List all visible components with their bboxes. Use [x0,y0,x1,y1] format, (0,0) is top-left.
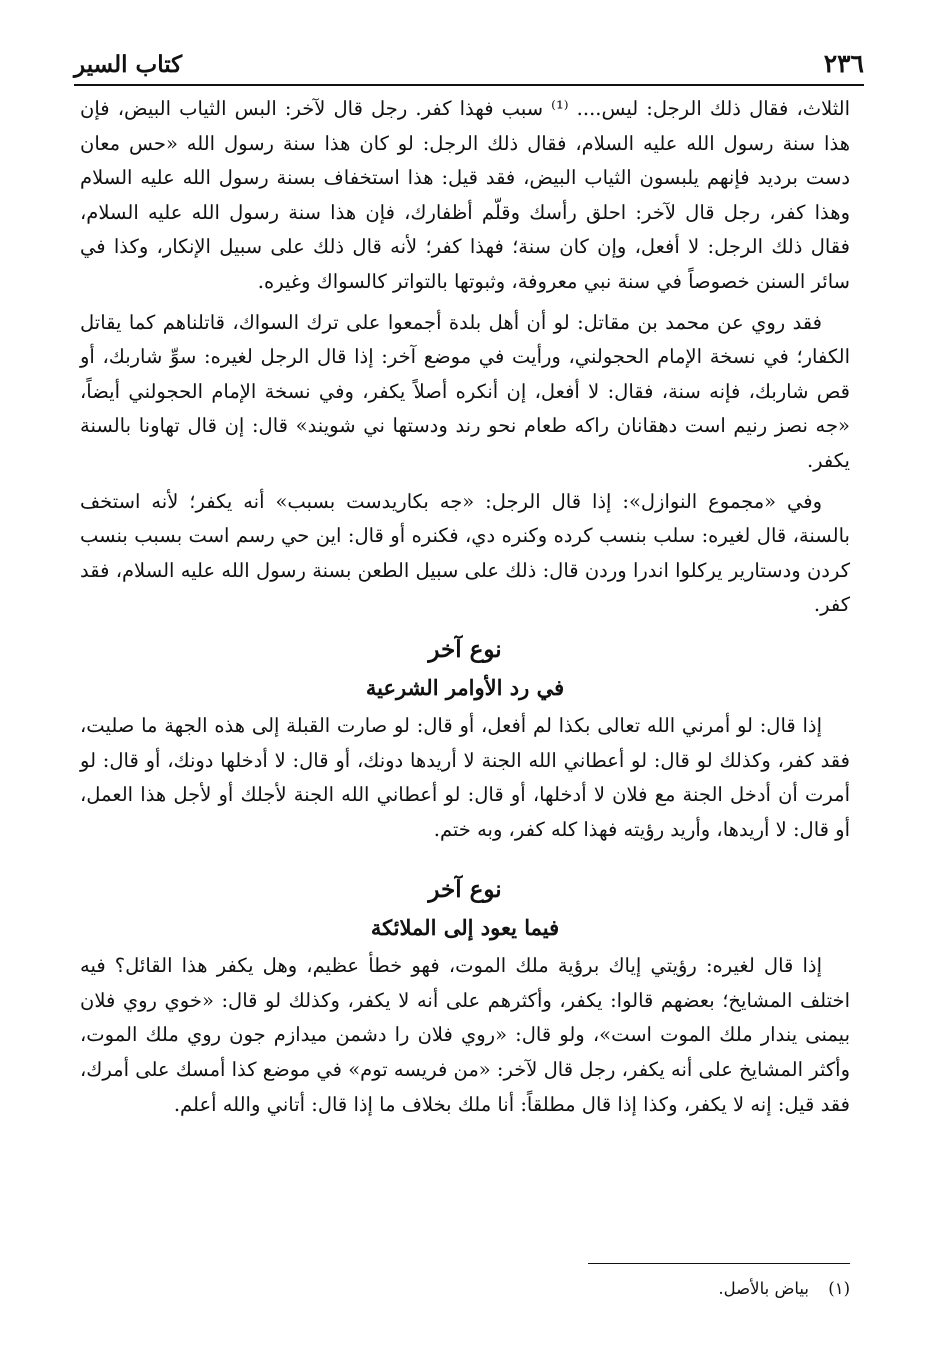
paragraph: وفي «مجموع النوازل»: إذا قال الرجل: «جه بكاريدست بسبب» أنه يكفر؛ لأنه استخف بالسنة، قال لغيره: سلب بنسب كرده وكنره دي، فكنره أو قال: اين حي رسم است بسبب بنسب كردن ودستارير يركلوا اندرا وردن قال: ذلك على سبيل الطعن بسنة رسول الله عليه السلام، فقد كفر. [80,489,850,617]
footnote [80,1276,850,1302]
footnote-divider [588,1263,850,1264]
paragraph: إذا قال لغيره: رؤيتي إياك برؤية ملك الموت، فهو خطأ عظيم، وهل يكفر هذا القائل؟ فيه اختلف المشايخ؛ بعضهم قالوا: يكفر، وأكثرهم على أنه لا يكفر، وكذلك لو قال: «خوي روي فلان بيمنى يندار ملك الموت است»، ولو قال: «روي فلان را دشمن ميدازم جون روي ملك الموت، وأكثر المشايخ على أنه يكفر، رجل قال لآخر: «من فريسه توم» في موضع كذا أمسك على أمرك، فقد قيل: إنه لا يكفر، وكذا إذا قال مطلقاً: أنا ملك بخلاف ما إذا قال: أتاني والله أعلم. [80,954,850,1116]
running-title: كتاب السير [74,51,183,78]
section-subheading: في رد الأوامر الشرعية [365,674,565,700]
footnote-text: بياض بالأصل. [718,1279,809,1298]
section-heading: نوع آخر [428,876,502,904]
paragraph: فقد روي عن محمد بن مقاتل: لو أن أهل بلدة أجمعوا على ترك السواك، قاتلناهم كما يقاتل الكفار؛ في نسخة الإمام الحجولني، ورأيت في موضع آخر: إذا قال الرجل لغيره: سوِّ شاربك، أو قص شاربك، فإنه سنة، فقال: لا أفعل، إن أنكره أصلاً يكفر، وفي نسخة الإمام الحجولني أيضاً، «جه نصز رنيم است دهقانان راكه طعام نحو رند ودستها ني شويند» قال: إن قال تهاونا بالسنة يكفر. [80,310,850,472]
paragraph: إذا قال: لو أمرني الله تعالى بكذا لم أفعل، أو قال: لو صارت القبلة إلى هذه الجهة ما صليت، فقد كفر، وكذلك لو قال: لو أعطاني الله الجنة لا أريدها دونك، أو قال: لا أدخلها دونك، أو قال: لو أمرت أن أدخل الجنة مع فلان لا أدخلها، أو قال: لو أعطاني الله الجنة لأجلك أو لأجل هذا العمل، أو قال: لا أريدها، وأريد رؤيته فهذا كله كفر، وبه ختم. [80,713,850,841]
footnote-number: (١) [828,1279,850,1298]
page-header [74,40,864,86]
section-heading: نوع آخر [428,635,502,663]
page-number: ٢٣٦ [823,49,864,78]
paragraph: الثلاث، فقال ذلك الرجل: ليس.... ⁽¹⁾ سبب فهذا كفر. رجل قال لآخر: البس الثياب البيض، فإن هذا سنة رسول الله عليه السلام، فقال ذلك الرجل: لو كان هذا سنة رسول الله «حس معان دست برديد فإنهم يلبسون الثياب البيض، فقد قيل: هذا استخفاف بسنة رسول الله عليه السلام وهذا كفر، رجل قال لآخر: احلق رأسك وقلّم أظفارك، فإن هذا سنة رسول الله عليه السلام، فقال ذلك الرجل: لا أفعل، وإن كان سنة؛ فهذا كفر؛ لأنه قال ذلك على سبيل الإنكار، وكذا في سائر السنن خصوصاً في سنة نبي معروفة، وثبوتها بالتواتر كالسواك وغيره. [80,97,851,293]
spacer [80,853,850,863]
section-subheading: فيما يعود إلى الملائكة [370,915,560,941]
page-body [80,92,850,1128]
